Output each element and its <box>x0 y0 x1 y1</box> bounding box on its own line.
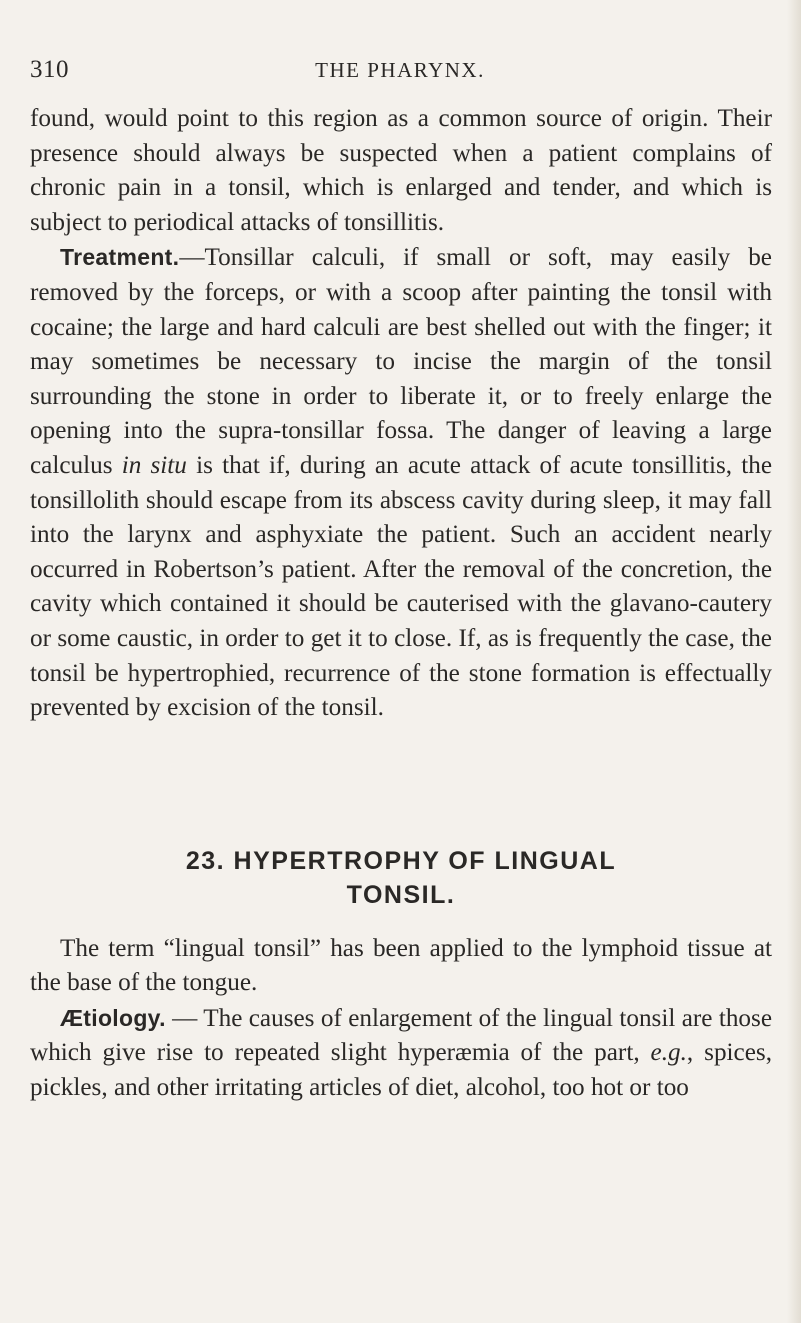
paragraph-aetiology <box>30 1001 772 1106</box>
section-heading-line2: TONSIL. <box>346 880 456 909</box>
page-number: 310 <box>30 56 69 83</box>
aetiology-heading: Ætiology. <box>60 1004 166 1031</box>
aetiology-italic: e.g. <box>650 1039 687 1067</box>
treatment-italic: in situ <box>121 451 187 479</box>
section-heading-line1: 23. HYPERTROPHY OF LINGUAL <box>185 846 617 875</box>
page-edge-shadow <box>787 0 801 1323</box>
treatment-text-b: is that if, during an acute attack of acute tonsillitis, the tonsillolith should escape from its abscess cavity during sleep, it may fall into the larynx and asphyxiate the patient. Such an accident nearly occurred in Robertson’s patient. After the removal of the concretion, the cavity which contained it should be cauterised with the glavano-cautery or some caustic, in order to get it to close. If, as is frequently the case, the tonsil be hypertrophied, recurrence of the stone formation is effectually prevented by excision of the tonsil. <box>30 451 773 722</box>
paragraph-treatment <box>30 240 772 725</box>
page-body <box>30 102 772 1106</box>
treatment-heading: Treatment. <box>60 244 180 271</box>
treatment-text-a: —Tonsillar calculi, if small or soft, may easily be removed by the forceps, or with a scoop after painting the tonsil with cocaine; the large and hard calculi are best shelled out with the finger; it may sometimes be necessary to incise the margin of the tonsil surrounding the stone in order to liberate it, or to freely enlarge the opening into the supra-tonsillar fossa. The danger of leaving a large calculus <box>30 244 772 479</box>
section-heading <box>30 844 772 912</box>
running-title: THE PHARYNX. <box>315 58 485 82</box>
paragraph-calculi-origin: found, would point to this region as a common source of origin. Their presence should always be suspected when a patient complains of chronic pain in a tonsil, which is enlarged and tender, and which is subject to periodical attacks of tonsillitis. <box>30 105 772 236</box>
running-head <box>30 56 770 86</box>
aetiology-text-a: — The causes of enlargement of the lingual tonsil are those which give rise to repeated slight hyperæmia of the part, <box>30 1004 772 1067</box>
aetiology-text-b: , spices, pickles, and other irritating articles of diet, alcohol, too hot or too <box>30 1039 772 1102</box>
paragraph-lingual-tonsil-term: The term “lingual tonsil” has been applied to the lymphoid tissue at the base of the tongue. <box>30 934 772 997</box>
